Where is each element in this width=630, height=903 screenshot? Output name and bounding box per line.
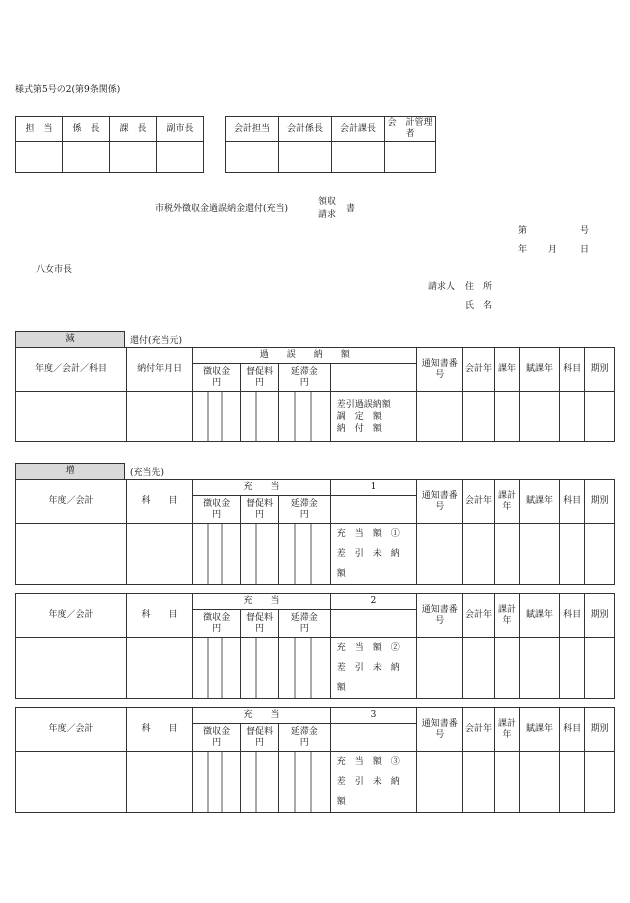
input-cell[interactable] — [127, 752, 193, 813]
input-cell[interactable] — [193, 524, 241, 585]
sub-blank — [330, 610, 417, 638]
sub-collection: 徴収金 円 — [193, 496, 241, 524]
sub-blank — [330, 496, 417, 524]
input-cell[interactable] — [127, 392, 193, 442]
col-subject-name: 科 目 — [127, 708, 193, 752]
line-net-unpaid: 差 引 未 納 額 — [336, 777, 409, 807]
claimant-label: 請求人 — [428, 282, 456, 292]
col-subject: 科目 — [559, 708, 584, 752]
sub-dunning-fee: 督促料 円 — [241, 496, 279, 524]
col-subject: 科目 — [559, 594, 584, 638]
line-allocated-amount: 充 当 額 ① — [336, 529, 400, 539]
line-assessed-amount: 調 定 額 — [336, 411, 382, 422]
col-accounting-year: 会計年 — [463, 594, 495, 638]
line-allocated-amount: 充 当 額 ③ — [336, 757, 400, 767]
allocation-number: 1 — [330, 480, 417, 496]
col-section-year: 課計年 — [494, 708, 519, 752]
approval-stamp-left — [15, 116, 204, 173]
col-term: 期別 — [585, 348, 615, 392]
col-section-year: 課計年 — [494, 480, 519, 524]
sub-dunning-fee: 督促料 円 — [241, 724, 279, 752]
stamp-cell[interactable] — [16, 142, 63, 173]
col-notice-number: 通知書番号 — [417, 348, 463, 392]
sub-collection: 徴収金 円 — [193, 610, 241, 638]
allocation-number: 2 — [330, 594, 417, 610]
title-option-receipt: 領収 — [318, 197, 337, 207]
input-cell[interactable] — [278, 752, 330, 813]
input-cell[interactable] — [494, 524, 519, 585]
sub-dunning-fee: 督促料 円 — [241, 610, 279, 638]
input-cell[interactable] — [417, 752, 463, 813]
col-accounting-year: 会計年 — [463, 708, 495, 752]
stamp-cell[interactable] — [279, 142, 332, 173]
input-cell[interactable] — [278, 524, 330, 585]
col-subject-name: 科 目 — [127, 594, 193, 638]
allocation-number: 3 — [330, 708, 417, 724]
col-accounting-year: 会計年 — [463, 348, 495, 392]
input-cell[interactable] — [463, 752, 495, 813]
decrease-title: 還付(充当元) — [130, 336, 183, 346]
calculation-lines — [330, 524, 417, 585]
stamp-header: 担 当 — [16, 117, 63, 142]
col-overpayment: 過 誤 納 額 — [193, 348, 417, 364]
claimant-address-label: 住 所 — [465, 282, 493, 292]
col-allocation: 充 当 — [193, 708, 331, 724]
input-cell[interactable] — [193, 392, 241, 442]
line-allocated-amount: 充 当 額 ② — [336, 643, 400, 653]
col-notice-number: 通知書番号 — [417, 480, 463, 524]
input-cell[interactable] — [417, 524, 463, 585]
allocation-table-3 — [15, 707, 615, 813]
input-cell[interactable] — [494, 638, 519, 699]
input-cell[interactable] — [463, 392, 495, 442]
col-payment-date: 納付年月日 — [127, 348, 193, 392]
date-month: 月 — [548, 245, 558, 255]
input-cell[interactable] — [520, 638, 560, 699]
addressee: 八女市長 — [36, 265, 73, 275]
input-cell[interactable] — [559, 524, 584, 585]
col-levy-year: 賦課年 — [520, 480, 560, 524]
calculation-lines — [330, 752, 417, 813]
input-cell[interactable] — [16, 752, 127, 813]
stamp-cell[interactable] — [157, 142, 204, 173]
line-net-unpaid: 差 引 未 納 額 — [336, 663, 409, 693]
date-day: 日 — [580, 245, 590, 255]
col-section-year: 課計年 — [494, 594, 519, 638]
stamp-cell[interactable] — [332, 142, 385, 173]
sub-blank — [330, 724, 417, 752]
stamp-header: 会 計管理者 — [385, 117, 436, 142]
input-cell[interactable] — [585, 752, 615, 813]
col-year-account-subject: 年度／会計／科目 — [16, 348, 127, 392]
input-cell[interactable] — [16, 392, 127, 442]
input-cell[interactable] — [16, 524, 127, 585]
input-cell[interactable] — [463, 638, 495, 699]
document-title: 市税外徴収金過誤納金還付(充当) — [155, 204, 289, 214]
input-cell[interactable] — [559, 392, 584, 442]
input-cell[interactable] — [520, 752, 560, 813]
col-section-year: 課年 — [494, 348, 519, 392]
col-subject: 科目 — [559, 348, 584, 392]
input-cell[interactable] — [417, 392, 463, 442]
col-term: 期別 — [585, 480, 615, 524]
sub-collection: 徴収金 円 — [193, 364, 241, 392]
decrease-table — [15, 347, 615, 442]
input-cell[interactable] — [417, 638, 463, 699]
input-cell[interactable] — [127, 638, 193, 699]
col-year-account: 年度／会計 — [16, 708, 127, 752]
stamp-cell[interactable] — [385, 142, 436, 173]
col-levy-year: 賦課年 — [520, 594, 560, 638]
input-cell[interactable] — [520, 392, 560, 442]
input-cell[interactable] — [241, 752, 279, 813]
input-cell[interactable] — [241, 638, 279, 699]
input-cell[interactable] — [193, 752, 241, 813]
col-year-account: 年度／会計 — [16, 480, 127, 524]
line-net-overpayment: 差引過誤納額 — [336, 399, 391, 410]
input-cell[interactable] — [127, 524, 193, 585]
line-net-unpaid: 差 引 未 納 額 — [336, 549, 409, 579]
stamp-header: 課 長 — [110, 117, 157, 142]
col-allocation: 充 当 — [193, 594, 331, 610]
decrease-tag: 減 — [15, 331, 125, 348]
stamp-cell[interactable] — [110, 142, 157, 173]
col-year-account: 年度／会計 — [16, 594, 127, 638]
stamp-header: 会計担当 — [226, 117, 279, 142]
calculation-lines — [330, 638, 417, 699]
input-cell[interactable] — [585, 392, 615, 442]
increase-tag: 増 — [15, 463, 125, 480]
stamp-cell[interactable] — [63, 142, 110, 173]
col-term: 期別 — [585, 594, 615, 638]
increase-title: (充当先) — [130, 468, 165, 478]
input-cell[interactable] — [494, 752, 519, 813]
sub-late-fee: 延滞金 円 — [278, 496, 330, 524]
input-cell[interactable] — [241, 524, 279, 585]
stamp-header: 係 長 — [63, 117, 110, 142]
stamp-header: 副市長 — [157, 117, 204, 142]
col-term: 期別 — [585, 708, 615, 752]
input-cell[interactable] — [585, 524, 615, 585]
input-cell[interactable] — [193, 638, 241, 699]
allocation-table-2 — [15, 593, 615, 699]
stamp-cell[interactable] — [226, 142, 279, 173]
sub-blank — [330, 364, 417, 392]
input-cell[interactable] — [278, 392, 330, 442]
title-option-claim: 請求 — [318, 210, 337, 220]
input-cell[interactable] — [559, 638, 584, 699]
stamp-header: 会計課長 — [332, 117, 385, 142]
sub-dunning-fee: 督促料 円 — [241, 364, 279, 392]
col-notice-number: 通知書番号 — [417, 594, 463, 638]
input-cell[interactable] — [559, 752, 584, 813]
col-subject: 科目 — [559, 480, 584, 524]
doc-no-suffix: 号 — [580, 226, 590, 236]
line-paid-amount: 納 付 額 — [336, 423, 382, 434]
input-cell[interactable] — [241, 392, 279, 442]
input-cell[interactable] — [494, 392, 519, 442]
form-number: 様式第5号の2(第9条関係) — [15, 85, 121, 95]
sub-late-fee: 延滞金 円 — [278, 364, 330, 392]
date-year: 年 — [518, 245, 528, 255]
input-cell[interactable] — [16, 638, 127, 699]
col-levy-year: 賦課年 — [520, 348, 560, 392]
title-suffix: 書 — [346, 204, 356, 214]
claimant-name-label: 氏 名 — [465, 301, 493, 311]
col-allocation: 充 当 — [193, 480, 331, 496]
approval-stamp-right — [225, 116, 436, 173]
sub-late-fee: 延滞金 円 — [278, 610, 330, 638]
allocation-table-1 — [15, 479, 615, 585]
calculation-lines — [330, 392, 417, 442]
col-levy-year: 賦課年 — [520, 708, 560, 752]
input-cell[interactable] — [520, 524, 560, 585]
col-accounting-year: 会計年 — [463, 480, 495, 524]
doc-no-prefix: 第 — [518, 226, 528, 236]
stamp-header: 会計係長 — [279, 117, 332, 142]
sub-late-fee: 延滞金 円 — [278, 724, 330, 752]
col-notice-number: 通知書番号 — [417, 708, 463, 752]
sub-collection: 徴収金 円 — [193, 724, 241, 752]
input-cell[interactable] — [585, 638, 615, 699]
col-subject-name: 科 目 — [127, 480, 193, 524]
input-cell[interactable] — [463, 524, 495, 585]
input-cell[interactable] — [278, 638, 330, 699]
